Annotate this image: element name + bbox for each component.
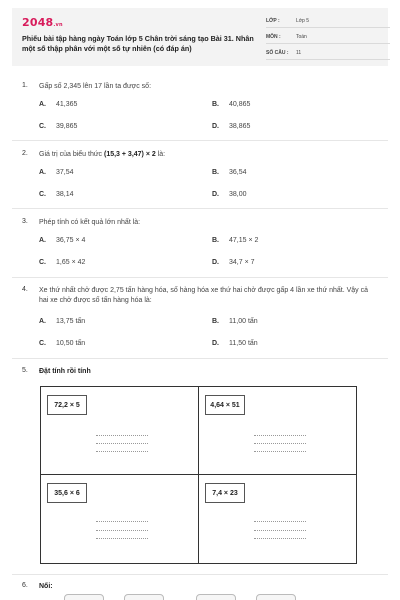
answer-line[interactable] bbox=[96, 435, 148, 436]
question-text: Nối: bbox=[39, 583, 53, 590]
divider bbox=[12, 574, 388, 575]
calc-cell[interactable] bbox=[41, 475, 198, 562]
match-item[interactable] bbox=[124, 594, 164, 600]
answer-line[interactable] bbox=[96, 451, 148, 452]
answer-line[interactable] bbox=[96, 538, 148, 539]
calc-cell[interactable] bbox=[41, 387, 198, 474]
answer-line[interactable] bbox=[254, 443, 306, 444]
match-item[interactable] bbox=[196, 594, 236, 600]
question-text: Đặt tính rồi tính bbox=[39, 368, 91, 375]
calculation-grid bbox=[40, 386, 357, 564]
question-3: 3. Phép tính có kết quả lớn nhất là: A. 36,75 × 4 B. 47,15 × 2 C. 1,65 × 42 D. 34,7 × 7 bbox=[22, 218, 384, 268]
meta-subject: MÔN : Toán bbox=[266, 32, 390, 44]
answer-line[interactable] bbox=[254, 530, 306, 531]
site-logo[interactable]: 2048.vn bbox=[22, 16, 63, 29]
divider bbox=[12, 140, 388, 141]
answer-line[interactable] bbox=[254, 451, 306, 452]
question-6: 6. Nối: bbox=[22, 582, 384, 594]
divider bbox=[12, 277, 388, 278]
calc-expression: 35,6 × 6 bbox=[47, 483, 87, 503]
question-text: Phép tính có kết quả lớn nhất là: bbox=[39, 219, 141, 226]
question-1: 1. Gấp số 2,345 lên 17 lần ta được số: A. 41,365 B. 40,865 C. 39,865 D. 38,865 bbox=[22, 82, 384, 132]
calc-expression: 72,2 × 5 bbox=[47, 395, 87, 415]
answer-line[interactable] bbox=[96, 443, 148, 444]
question-text: Xe thứ nhất chở được 2,75 tấn hàng hóa, số hàng hóa xe thứ hai chở được gấp 4 lần xe thứ nhất. Vậy cả hai xe chở được số tấn hàng hóa là: bbox=[39, 287, 368, 304]
question-text: Gấp số 2,345 lên 17 lần ta được số: bbox=[39, 83, 152, 90]
answer-line[interactable] bbox=[254, 521, 306, 522]
answer-line[interactable] bbox=[254, 435, 306, 436]
calc-expression: 4,64 × 51 bbox=[205, 395, 245, 415]
meta-question-count: SỐ CÂU : 11 bbox=[266, 48, 390, 60]
answer-line[interactable] bbox=[96, 521, 148, 522]
match-item[interactable] bbox=[256, 594, 296, 600]
match-item[interactable] bbox=[64, 594, 104, 600]
calc-expression: 7,4 × 23 bbox=[205, 483, 245, 503]
meta-class: LỚP : Lớp 5 bbox=[266, 16, 390, 28]
question-5: 5. Đặt tính rồi tính bbox=[22, 367, 384, 381]
answer-line[interactable] bbox=[96, 530, 148, 531]
calc-cell[interactable] bbox=[199, 387, 356, 474]
question-4: 4. Xe thứ nhất chở được 2,75 tấn hàng hóa, số hàng hóa xe thứ hai chở được gấp 4 lần xe thứ nhất. Vậy cả hai xe chở được số tấn hàng hóa là: A. 13,75 tấn B. 11,00 tấn C. 10,50 tấn D. 11,50 tấn bbox=[22, 286, 384, 350]
calc-cell[interactable] bbox=[199, 475, 356, 562]
worksheet-header bbox=[12, 8, 388, 66]
answer-line[interactable] bbox=[254, 538, 306, 539]
question-2: 2. Giá trị của biểu thức (15,3 + 3,47) × 2 là: A. 37,54 B. 36,54 C. 38,14 D. 38,00 bbox=[22, 150, 384, 200]
divider bbox=[12, 208, 388, 209]
divider bbox=[12, 358, 388, 359]
worksheet-title: Phiếu bài tập hàng ngày Toán lớp 5 Chân trời sáng tạo Bài 31. Nhân một số thập phân với một số tự nhiên (có đáp án) bbox=[22, 34, 254, 53]
question-text: Giá trị của biểu thức (15,3 + 3,47) × 2 là: bbox=[39, 151, 166, 158]
